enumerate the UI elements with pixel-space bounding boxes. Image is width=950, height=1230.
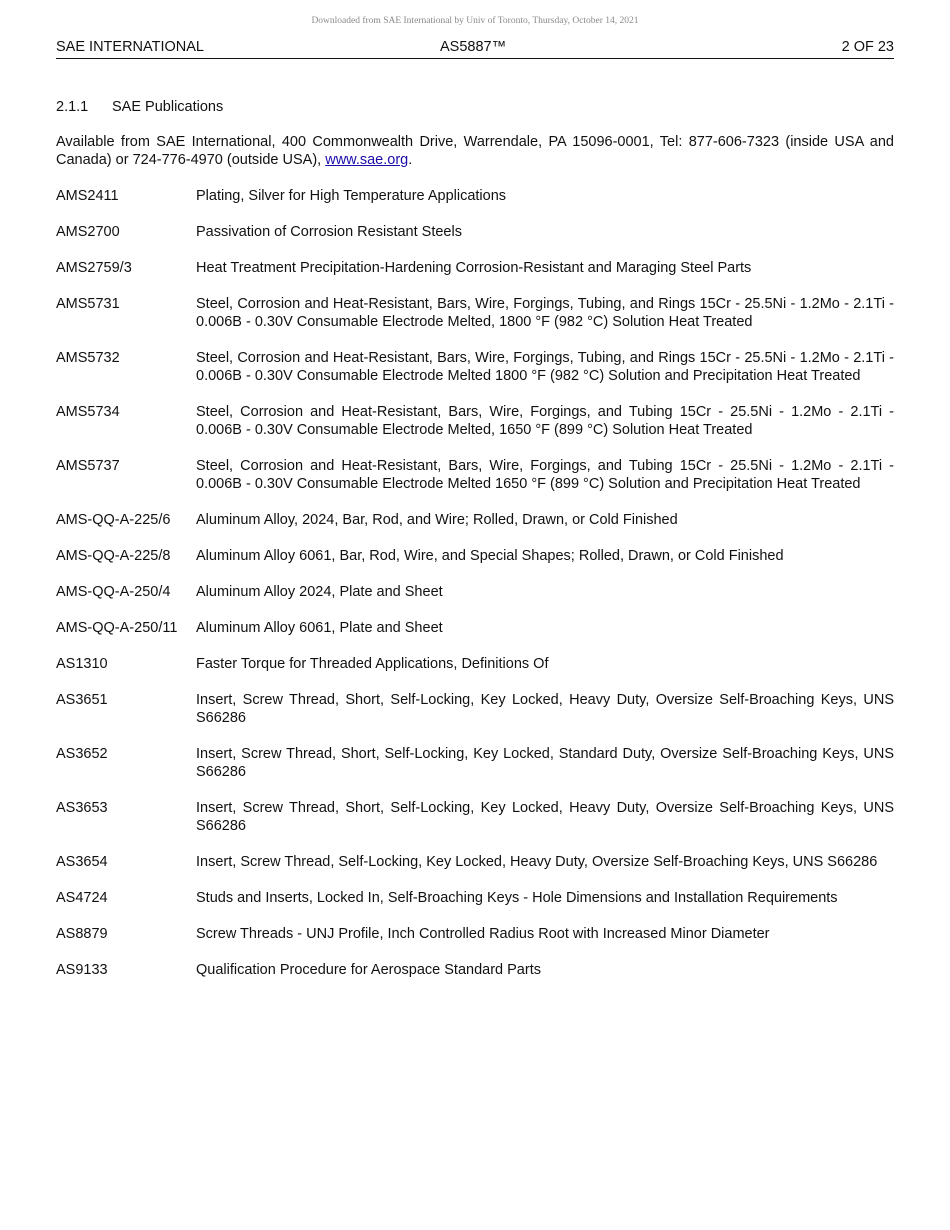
reference-item	[56, 349, 894, 385]
reference-item	[56, 403, 894, 439]
header-page-number: 2 OF 23	[841, 39, 894, 55]
reference-list	[56, 187, 894, 979]
reference-item	[56, 745, 894, 781]
reference-title: Aluminum Alloy 6061, Plate and Sheet	[196, 620, 443, 636]
reference-title: Insert, Screw Thread, Short, Self-Locking, Key Locked, Heavy Duty, Oversize Self-Broaching Keys, UNS S66286	[196, 692, 894, 726]
reference-item	[56, 691, 894, 727]
availability-paragraph	[56, 133, 894, 169]
reference-title: Faster Torque for Threaded Applications, Definitions Of	[196, 656, 549, 672]
page-content	[56, 98, 894, 997]
reference-code: AS9133	[56, 962, 108, 978]
availability-end: .	[408, 152, 413, 168]
reference-title: Aluminum Alloy, 2024, Bar, Rod, and Wire; Rolled, Drawn, or Cold Finished	[196, 512, 678, 528]
reference-title: Steel, Corrosion and Heat-Resistant, Bars, Wire, Forgings, and Tubing 15Cr - 25.5Ni - 1.2Mo - 2.1Ti - 0.006B - 0.30V Consumable Electrode Melted 1650 °F (899 °C) Solution and Precipitation Heat Treated	[196, 458, 894, 492]
reference-code: AMS-QQ-A-225/6	[56, 512, 171, 528]
reference-item	[56, 259, 894, 277]
reference-item	[56, 457, 894, 493]
reference-code: AMS5731	[56, 296, 120, 312]
reference-title: Aluminum Alloy 6061, Bar, Rod, Wire, and Special Shapes; Rolled, Drawn, or Cold Finished	[196, 548, 784, 564]
reference-item	[56, 619, 894, 637]
reference-item	[56, 889, 894, 907]
reference-item	[56, 853, 894, 871]
reference-title: Aluminum Alloy 2024, Plate and Sheet	[196, 584, 443, 600]
reference-title: Steel, Corrosion and Heat-Resistant, Bars, Wire, Forgings, Tubing, and Rings 15Cr - 25.5Ni - 1.2Mo - 2.1Ti - 0.006B - 0.30V Consumable Electrode Melted, 1800 °F (982 °C) Solution Heat Treated	[196, 296, 894, 330]
reference-item	[56, 187, 894, 205]
download-watermark: Downloaded from SAE International by Univ of Toronto, Thursday, October 14, 2021	[311, 16, 639, 26]
reference-code: AMS2759/3	[56, 260, 132, 276]
reference-title: Plating, Silver for High Temperature Applications	[196, 188, 507, 204]
reference-code: AMS2700	[56, 224, 120, 240]
reference-code: AS8879	[56, 926, 108, 942]
reference-code: AMS-QQ-A-225/8	[56, 548, 171, 564]
reference-item	[56, 961, 894, 979]
reference-code: AMS-QQ-A-250/11	[56, 620, 178, 636]
availability-text: Available from SAE International, 400 Commonwealth Drive, Warrendale, PA 15096-0001, Tel: 877-606-7323 (inside USA and Canada) or 724-776-4970 (outside USA),	[56, 134, 894, 168]
section-heading	[56, 98, 894, 116]
section-number: 2.1.1	[56, 99, 89, 115]
reference-code: AMS5737	[56, 458, 120, 474]
reference-code: AMS5732	[56, 350, 120, 366]
reference-item	[56, 583, 894, 601]
reference-code: AMS5734	[56, 404, 120, 420]
page-header	[56, 38, 894, 59]
reference-item	[56, 655, 894, 673]
reference-code: AS1310	[56, 656, 108, 672]
header-publisher: SAE INTERNATIONAL	[56, 39, 204, 55]
reference-title: Qualification Procedure for Aerospace Standard Parts	[196, 962, 541, 978]
reference-title: Insert, Screw Thread, Short, Self-Locking, Key Locked, Heavy Duty, Oversize Self-Broaching Keys, UNS S66286	[196, 800, 894, 834]
reference-code: AS3651	[56, 692, 108, 708]
reference-item	[56, 223, 894, 241]
reference-item	[56, 925, 894, 943]
reference-code: AMS-QQ-A-250/4	[56, 584, 171, 600]
reference-item	[56, 799, 894, 835]
reference-title: Screw Threads - UNJ Profile, Inch Controlled Radius Root with Increased Minor Diameter	[196, 926, 770, 942]
reference-title: Steel, Corrosion and Heat-Resistant, Bars, Wire, Forgings, Tubing, and Rings 15Cr - 25.5Ni - 1.2Mo - 2.1Ti - 0.006B - 0.30V Consumable Electrode Melted 1800 °F (982 °C) Solution and Precipitation Heat Treated	[196, 350, 894, 384]
reference-code: AMS2411	[56, 188, 119, 204]
reference-title: Passivation of Corrosion Resistant Steels	[196, 224, 462, 240]
reference-code: AS3652	[56, 746, 108, 762]
reference-title: Insert, Screw Thread, Short, Self-Locking, Key Locked, Standard Duty, Oversize Self-Broaching Keys, UNS S66286	[196, 746, 894, 780]
sae-website-link[interactable]: www.sae.org	[325, 152, 409, 168]
reference-title: Steel, Corrosion and Heat-Resistant, Bars, Wire, Forgings, and Tubing 15Cr - 25.5Ni - 1.2Mo - 2.1Ti - 0.006B - 0.30V Consumable Electrode Melted, 1650 °F (899 °C) Solution Heat Treated	[196, 404, 894, 438]
reference-code: AS3654	[56, 854, 108, 870]
reference-item	[56, 547, 894, 565]
reference-item	[56, 295, 894, 331]
reference-title: Insert, Screw Thread, Self-Locking, Key Locked, Heavy Duty, Oversize Self-Broaching Keys, UNS S66286	[196, 854, 878, 870]
section-title: SAE Publications	[112, 99, 224, 115]
reference-title: Studs and Inserts, Locked In, Self-Broaching Keys - Hole Dimensions and Installation Requirements	[196, 890, 838, 906]
header-document-id: AS5887™	[440, 39, 507, 55]
reference-title: Heat Treatment Precipitation-Hardening Corrosion-Resistant and Maraging Steel Parts	[196, 260, 752, 276]
reference-code: AS4724	[56, 890, 108, 906]
reference-code: AS3653	[56, 800, 108, 816]
reference-item	[56, 511, 894, 529]
